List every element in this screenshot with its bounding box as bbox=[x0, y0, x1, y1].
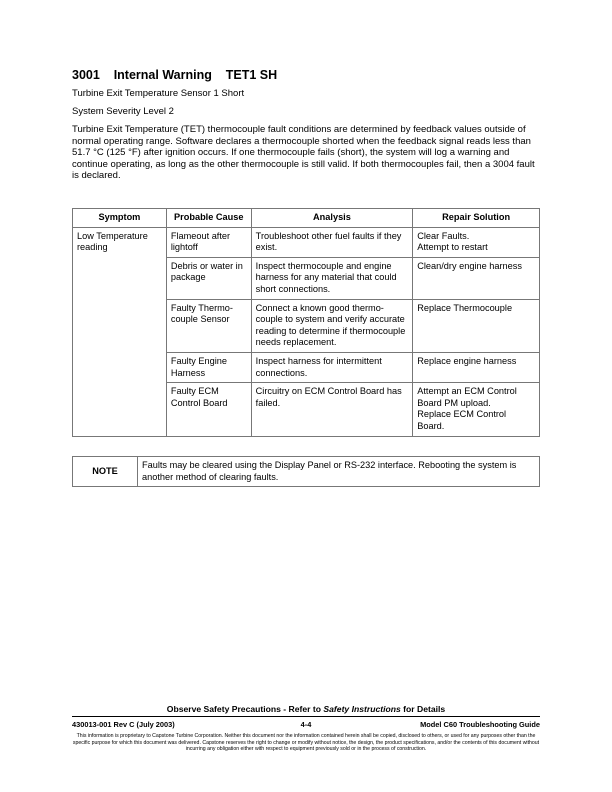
repair-line: Attempt an ECM Control Board PM upload. bbox=[417, 386, 517, 408]
repair-cell bbox=[413, 227, 540, 257]
repair-line: Replace Thermocouple bbox=[417, 302, 513, 313]
safety-suffix: for Details bbox=[400, 704, 446, 714]
analysis-cell: Inspect thermocouple and engine harness for any material that could short connections. bbox=[251, 257, 413, 299]
repair-line: Replace engine harness bbox=[417, 355, 517, 366]
note-box bbox=[72, 456, 540, 487]
repair-line: Replace ECM Control Board. bbox=[417, 409, 507, 431]
repair-cell bbox=[413, 299, 540, 352]
note-label: NOTE bbox=[73, 457, 138, 487]
analysis-cell: Circuitry on ECM Control Board has failed. bbox=[251, 383, 413, 436]
analysis-cell: Inspect harness for intermittent connections. bbox=[251, 352, 413, 382]
analysis-cell: Connect a known good thermo-couple to system and verify accurate reading to determine if thermocouple needs replacement. bbox=[251, 299, 413, 352]
cause-cell: Faulty ECM Control Board bbox=[166, 383, 251, 436]
safety-instructions-ref: Safety Instructions bbox=[323, 704, 401, 714]
symptom-cell: Low Temperature reading bbox=[73, 227, 167, 436]
repair-cell bbox=[413, 383, 540, 436]
analysis-cell: Troubleshoot other fuel faults if they exist. bbox=[251, 227, 413, 257]
guide-title: Model C60 Troubleshooting Guide bbox=[420, 720, 540, 729]
cause-cell: Faulty Engine Harness bbox=[166, 352, 251, 382]
column-header-probable-cause: Probable Cause bbox=[166, 209, 251, 228]
table-row bbox=[73, 227, 540, 257]
page-number: 4-4 bbox=[300, 720, 312, 729]
repair-cell bbox=[413, 352, 540, 382]
fault-subtitle: Turbine Exit Temperature Sensor 1 Short bbox=[72, 88, 245, 99]
table-header-row bbox=[73, 209, 540, 228]
column-header-analysis: Analysis bbox=[251, 209, 413, 228]
repair-line: Clear Faults. bbox=[417, 230, 470, 241]
column-header-repair-solution: Repair Solution bbox=[413, 209, 540, 228]
fault-title: 3001 Internal Warning TET1 SH bbox=[72, 68, 278, 82]
cause-cell: Debris or water in package bbox=[166, 257, 251, 299]
troubleshooting-table bbox=[72, 208, 540, 437]
safety-notice bbox=[72, 704, 540, 714]
severity-level: System Severity Level 2 bbox=[72, 106, 174, 117]
document-number: 430013-001 Rev C (July 2003) bbox=[72, 720, 175, 729]
repair-line: Attempt to restart bbox=[417, 242, 488, 253]
fault-description: Turbine Exit Temperature (TET) thermocouple fault conditions are determined by feedback values outside of normal operating range. Software declares a thermocouple shorted when the feedback signal reads less than 51.7 °C (125 °F) after ignition occurs. If one thermocouple fails (short), the system will log a warning and continue operating, as long as the other thermocouple is still valid. If both thermocouples fail, then a 3004 fault is declared. bbox=[72, 124, 535, 182]
note-text: Faults may be cleared using the Display Panel or RS-232 interface. Rebooting the system is another method of clearing faults. bbox=[138, 457, 540, 487]
footer-divider bbox=[72, 716, 540, 717]
repair-cell bbox=[413, 257, 540, 299]
cause-cell: Flameout after lightoff bbox=[166, 227, 251, 257]
column-header-symptom: Symptom bbox=[73, 209, 167, 228]
repair-line: Clean/dry engine harness bbox=[417, 260, 522, 271]
safety-prefix: Observe Safety Precautions - Refer to bbox=[166, 704, 324, 714]
legal-disclaimer: This information is proprietary to Capstone Turbine Corporation. Neither this document nor the information contained herein shall be copied, disclosed to others, or used for any purposes other than the specific purpose for which this document was delivered. Capstone reserves the right to change or modify without notice, the design, the product specifications, and/or the contents of this document without incurring any obligation either with respect to equipment previously sold or in the process of construction. bbox=[72, 733, 540, 753]
cause-cell: Faulty Thermo-couple Sensor bbox=[166, 299, 251, 352]
